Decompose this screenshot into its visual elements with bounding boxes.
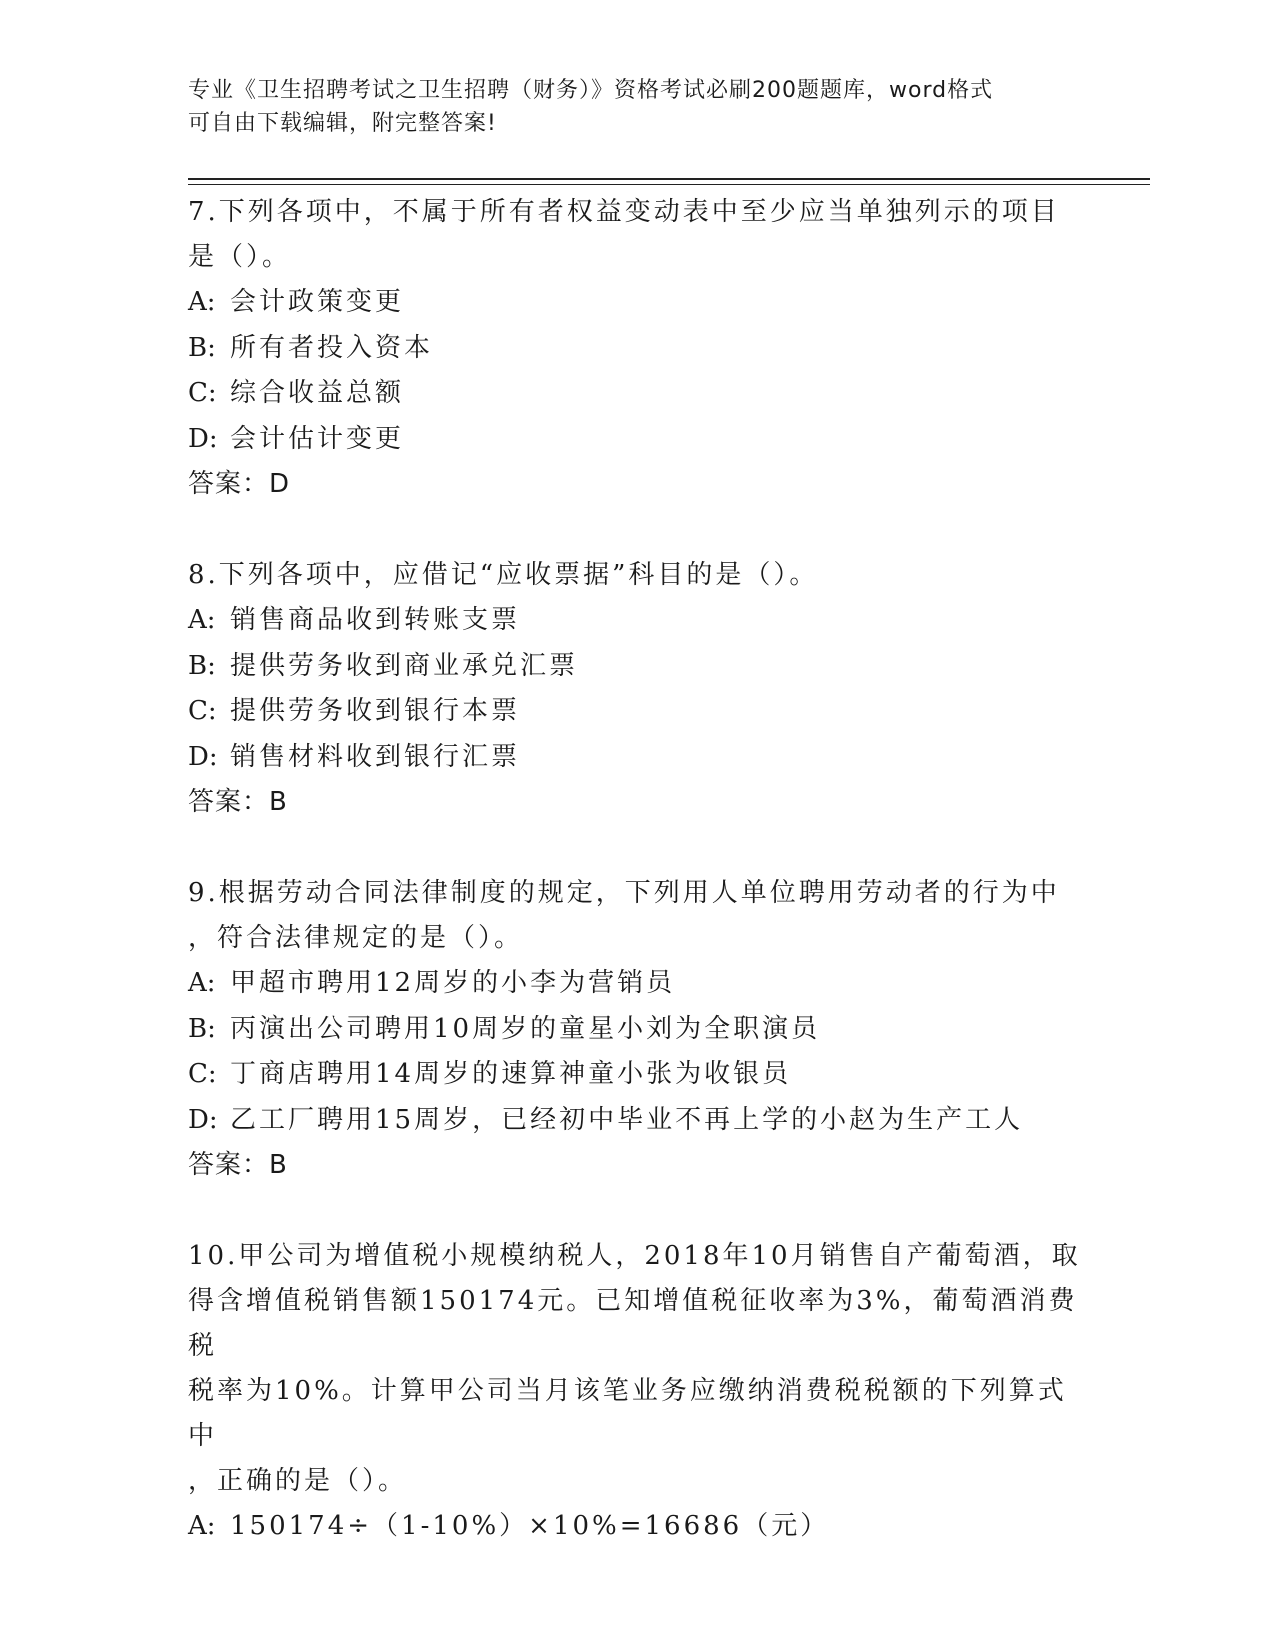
option-text: 提供劳务收到银行本票: [230, 696, 521, 726]
option-a: [188, 280, 1088, 326]
option-text: 甲超市聘用12周岁的小李为营销员: [230, 968, 676, 998]
option-letter: A:: [188, 968, 216, 998]
option-b: [188, 1007, 1088, 1053]
header-rule-thin: [188, 184, 1150, 185]
option-letter: B:: [188, 650, 216, 681]
question-stem-line: 8.下列各项中，应借记“应收票据”科目的是（）。: [188, 560, 819, 590]
question-10: [188, 1234, 1088, 1550]
question-stem-line: 7.下列各项中，不属于所有者权益变动表中至少应当单独列示的项目: [188, 197, 1060, 227]
answer-line: 答案：B: [188, 787, 288, 817]
option-text: 综合收益总额: [230, 378, 405, 408]
option-text: 所有者投入资本: [230, 332, 434, 363]
option-d: [188, 735, 1088, 781]
option-d: [188, 1098, 1088, 1144]
question-stem-line: 10.甲公司为增值税小规模纳税人，2018年10月销售自产葡萄酒，取: [188, 1241, 1081, 1271]
header-line-2: 可自由下载编辑，附完整答案!: [188, 111, 497, 136]
option-text: 150174÷（1-10%）×10%=16686（元）: [230, 1511, 830, 1541]
option-letter: A:: [188, 1511, 216, 1541]
option-text: 丁商店聘用14周岁的速算神童小张为收银员: [230, 1059, 792, 1089]
option-text: 会计政策变更: [230, 287, 405, 317]
header-rule: [188, 178, 1150, 180]
option-letter: C:: [188, 378, 217, 408]
option-b: [188, 644, 1088, 690]
answer-line: 答案：B: [188, 1150, 288, 1180]
option-c: [188, 1052, 1088, 1098]
question-9: [188, 871, 1088, 1188]
question-8: [188, 553, 1088, 825]
option-a: [188, 1504, 1088, 1550]
option-letter: A:: [188, 287, 216, 317]
question-stem-line: 得含增值税销售额150174元。已知增值税征收率为3%，葡萄酒消费税: [188, 1286, 1078, 1361]
option-letter: C:: [188, 1059, 217, 1089]
question-list: [188, 190, 1088, 1550]
option-text: 丙演出公司聘用10周岁的童星小刘为全职演员: [230, 1013, 821, 1044]
option-letter: D:: [188, 741, 218, 772]
option-letter: C:: [188, 696, 217, 726]
question-stem-line: 税率为10%。计算甲公司当月该笔业务应缴纳消费税税额的下列算式中: [188, 1376, 1067, 1451]
option-letter: A:: [188, 605, 216, 635]
question-stem-line: 是（）。: [188, 242, 292, 272]
option-letter: D:: [188, 1104, 218, 1135]
option-text: 销售材料收到银行汇票: [230, 741, 521, 772]
option-text: 提供劳务收到商业承兑汇票: [230, 650, 579, 681]
question-stem-line: 9.根据劳动合同法律制度的规定，下列用人单位聘用劳动者的行为中: [188, 878, 1060, 908]
option-text: 会计估计变更: [230, 423, 405, 454]
question-7: [188, 190, 1088, 507]
option-b: [188, 326, 1088, 372]
header-line-1: 专业《卫生招聘考试之卫生招聘（财务）》资格考试必刷200题题库，word格式: [188, 78, 994, 103]
option-text: 乙工厂聘用15周岁，已经初中毕业不再上学的小赵为生产工人: [230, 1104, 1024, 1135]
question-stem-line: ，正确的是（）。: [188, 1466, 408, 1496]
option-a: [188, 961, 1088, 1007]
option-c: [188, 371, 1088, 417]
question-stem-line: ，符合法律规定的是（）。: [188, 923, 524, 953]
option-text: 销售商品收到转账支票: [230, 605, 521, 635]
option-letter: B:: [188, 1013, 216, 1044]
option-c: [188, 689, 1088, 735]
option-letter: B:: [188, 332, 216, 363]
option-a: [188, 598, 1088, 644]
option-letter: D:: [188, 423, 218, 454]
option-d: [188, 417, 1088, 463]
answer-line: 答案：D: [188, 469, 291, 499]
document-header: [188, 74, 1088, 140]
